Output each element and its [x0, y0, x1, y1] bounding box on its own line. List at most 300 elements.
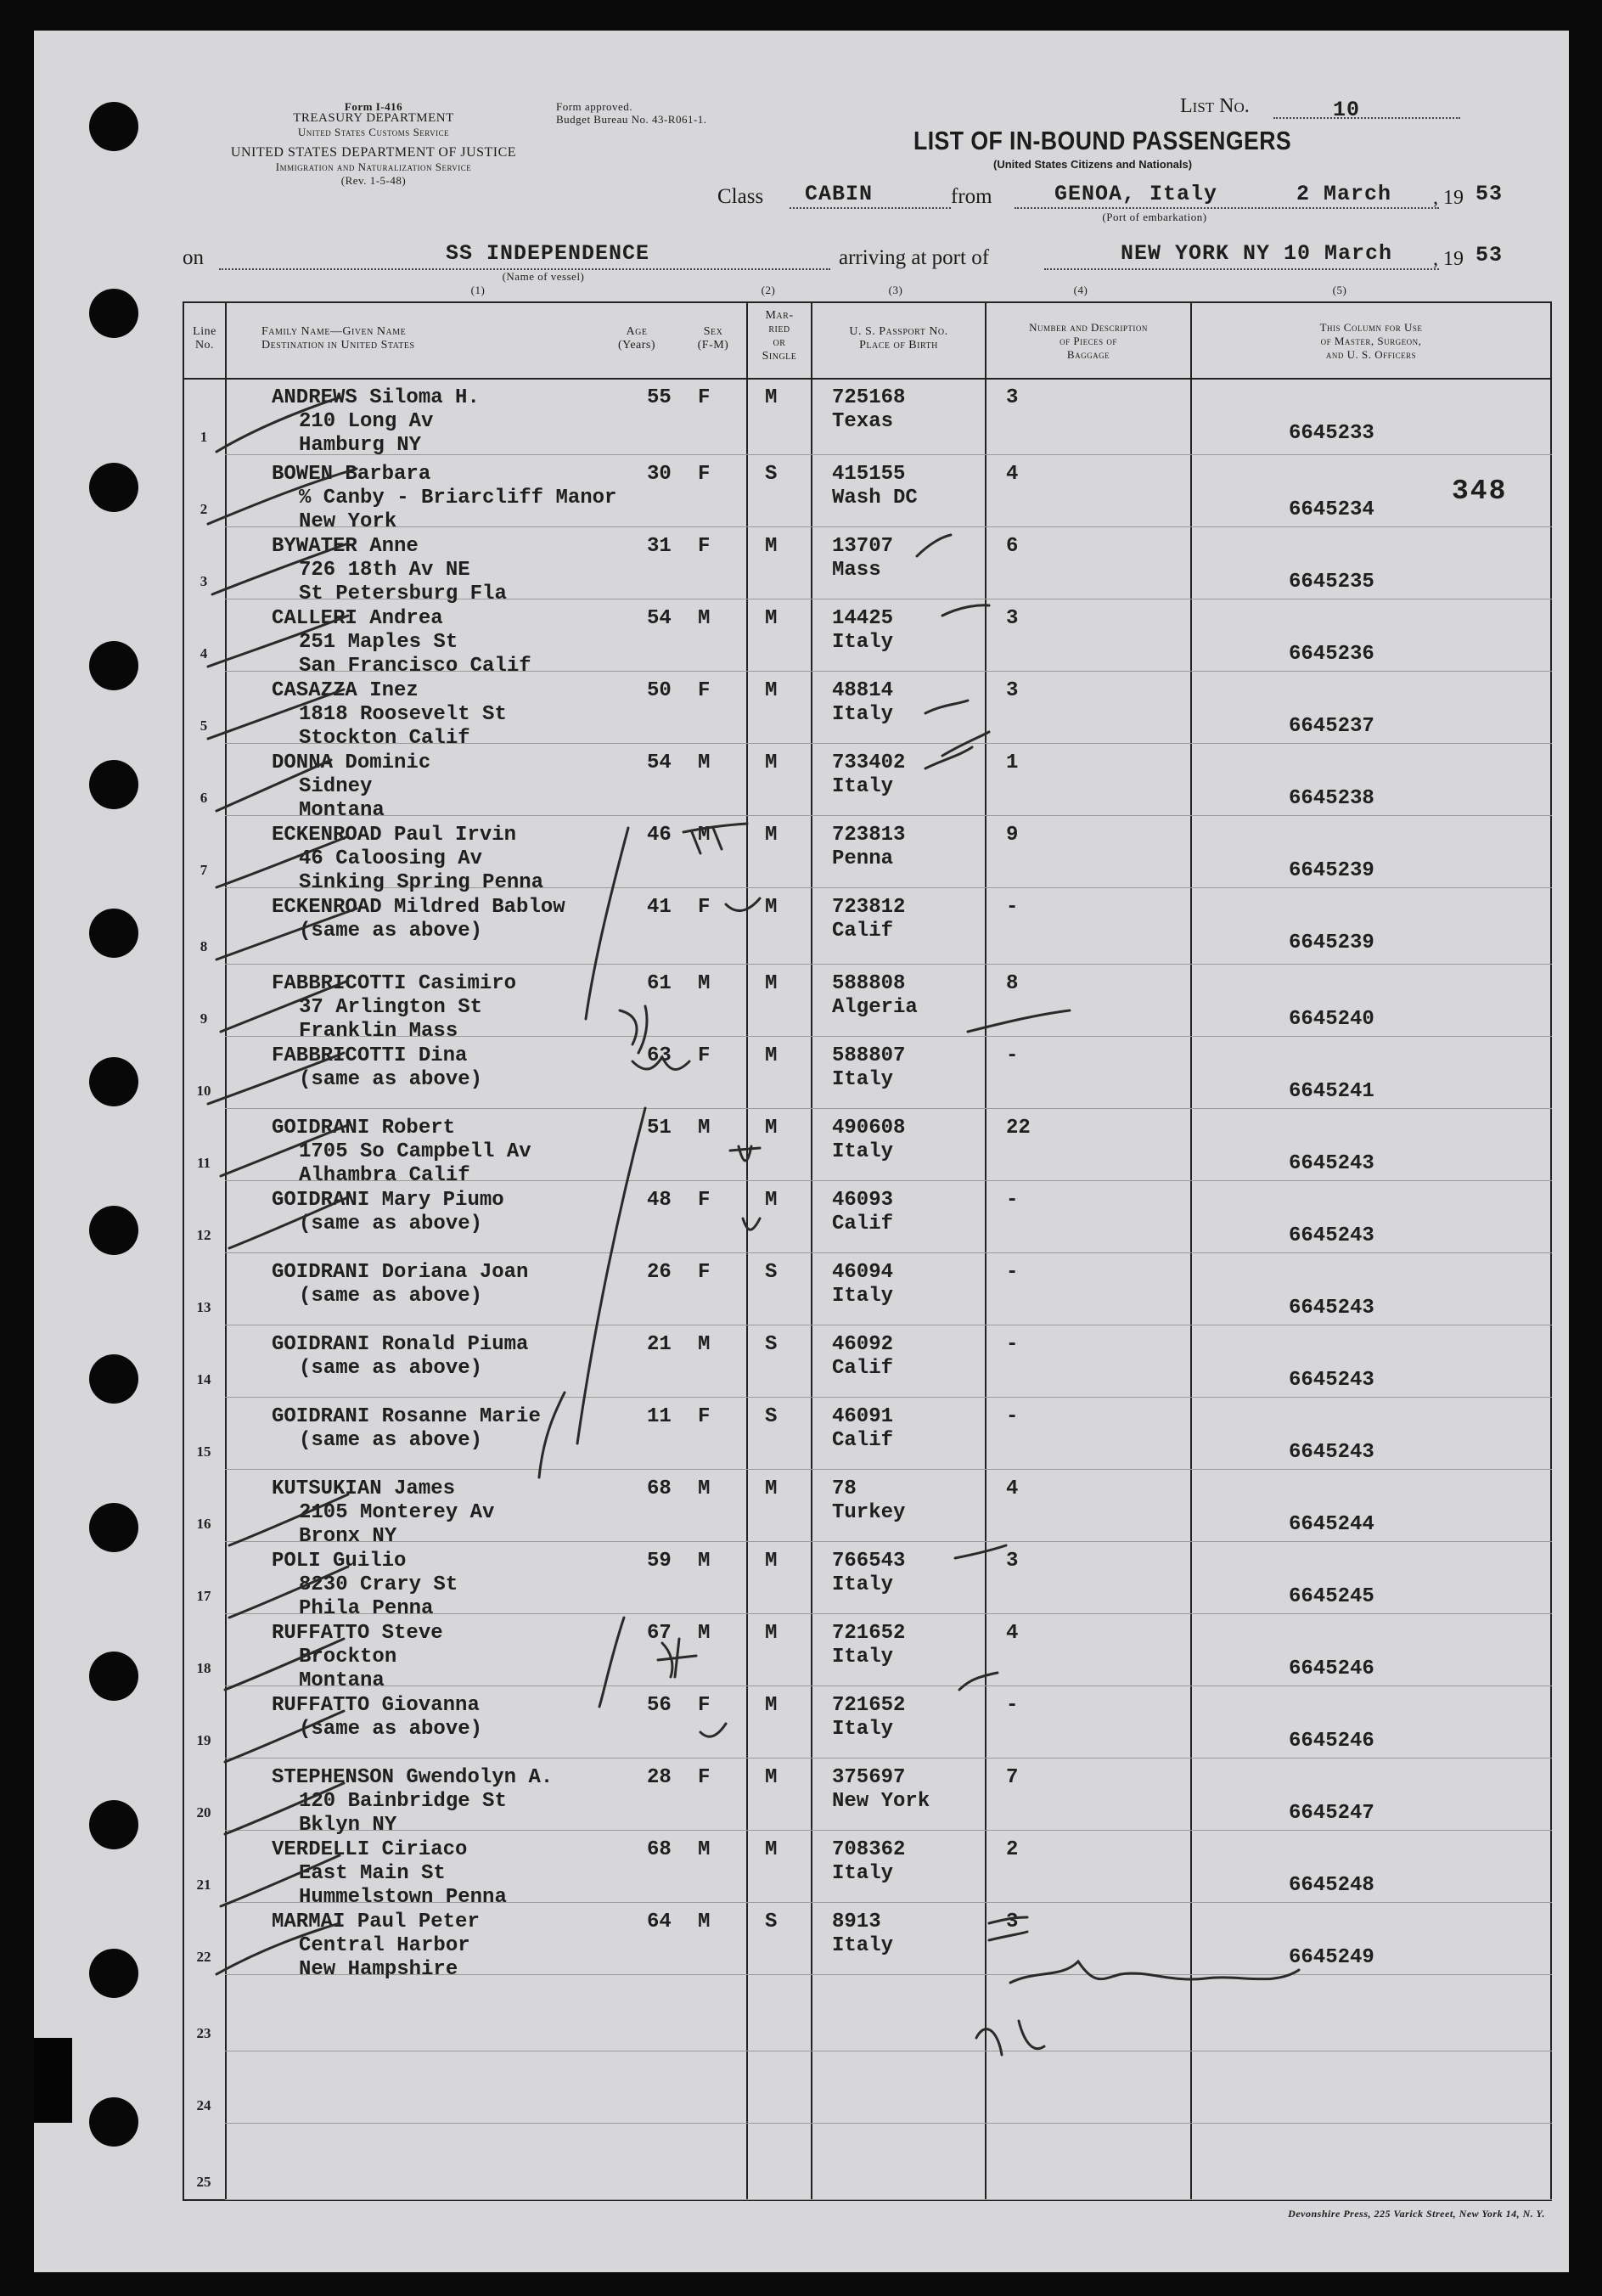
pen-mark: [658, 1639, 696, 1677]
passenger-sex: F: [698, 1694, 711, 1717]
check-mark: [216, 760, 331, 811]
birth-place: Italy: [832, 1934, 894, 1957]
marital-status: M: [765, 1550, 778, 1573]
passenger-name: RUFFATTO Steve: [272, 1622, 443, 1645]
line-number: 15: [196, 1443, 211, 1460]
officer-number: 6645244: [1289, 1513, 1374, 1536]
pen-stroke: [959, 1673, 998, 1690]
passport-number: 46093: [832, 1189, 894, 1212]
baggage-count: 1: [1006, 751, 1019, 774]
baggage-count: -: [1006, 1261, 1019, 1284]
officer-number: 6645246: [1289, 1730, 1374, 1753]
header-name-1: Family Name—Given Name: [261, 325, 407, 338]
destination-street: 120 Bainbridge St: [299, 1790, 507, 1813]
destination-street: (same as above): [299, 1718, 483, 1741]
arrival-year: 53: [1476, 243, 1504, 267]
line-number: 3: [200, 573, 208, 589]
passenger-age: 28: [647, 1766, 672, 1789]
destination-city: New York: [299, 510, 397, 533]
marital-status: M: [765, 824, 778, 847]
destination-street: 1818 Roosevelt St: [299, 703, 507, 726]
marital-status: M: [765, 1477, 778, 1500]
check-mark: [208, 1053, 344, 1104]
pen-mark: [743, 1218, 760, 1230]
header-age-2: (Years): [617, 339, 656, 352]
destination-city: Bklyn NY: [299, 1814, 397, 1837]
line-number: 4: [200, 645, 208, 661]
destination-street: 726 18th Av NE: [299, 559, 470, 582]
passenger-name: BYWATER Anne: [272, 535, 419, 558]
baggage-count: 3: [1006, 679, 1019, 702]
destination-street: 46 Caloosing Av: [299, 847, 483, 870]
check-mark: [229, 1494, 348, 1545]
passenger-name: ANDREWS Siloma H.: [272, 386, 480, 409]
baggage-count: 6: [1006, 535, 1019, 558]
check-mark: [208, 689, 344, 739]
destination-street: East Main St: [299, 1862, 446, 1885]
col-number-2: (2): [761, 284, 776, 296]
birth-place: Texas: [832, 410, 894, 433]
header-married-3: or: [773, 336, 786, 349]
printer-credit: Devonshire Press, 225 Varick Street, New York 14, N. Y.: [1288, 2208, 1545, 2220]
vessel-label: (Name of vessel): [502, 270, 585, 283]
baggage-count: 3: [1006, 386, 1019, 409]
pen-stroke: [917, 535, 951, 556]
list-no-label: List No.: [1180, 95, 1250, 117]
passenger-name: GOIDRANI Doriana Joan: [272, 1261, 529, 1284]
baggage-count: 3: [1006, 607, 1019, 630]
passenger-sex: F: [698, 1405, 711, 1428]
passenger-sex: M: [698, 1550, 711, 1573]
list-no-value: 10: [1333, 98, 1361, 122]
officer-number: 6645243: [1289, 1369, 1374, 1392]
marital-status: M: [765, 751, 778, 774]
officer-number: 6645240: [1289, 1008, 1374, 1031]
destination-street: 210 Long Av: [299, 410, 434, 433]
destination-street: (same as above): [299, 1213, 483, 1235]
baggage-count: 8: [1006, 972, 1019, 995]
birth-place: Italy: [832, 1718, 894, 1741]
col-number-5: (5): [1332, 284, 1347, 296]
passenger-name: CASAZZA Inez: [272, 679, 419, 702]
pen-stroke: [599, 1618, 624, 1707]
marital-status: M: [765, 535, 778, 558]
birth-place: Calif: [832, 920, 894, 943]
passenger-sex: F: [698, 1766, 711, 1789]
line-number: 17: [196, 1588, 211, 1604]
passenger-sex: M: [698, 1333, 711, 1356]
passport-number: 415155: [832, 463, 906, 486]
pen-stroke: [925, 701, 968, 713]
officer-number: 6645243: [1289, 1297, 1374, 1320]
destination-street: % Canby - Briarcliff Manor: [299, 487, 617, 509]
check-mark: [225, 1783, 344, 1834]
officer-number: 6645237: [1289, 715, 1374, 738]
passenger-age: 31: [647, 535, 672, 558]
passenger-age: 21: [647, 1333, 672, 1356]
baggage-count: 22: [1006, 1117, 1031, 1140]
birth-place: Mass: [832, 559, 881, 582]
pen-mark: [700, 1724, 726, 1736]
check-mark: [221, 1855, 340, 1906]
check-mark: [208, 469, 357, 524]
passenger-sex: F: [698, 896, 711, 919]
destination-street: 251 Maples St: [299, 631, 458, 654]
passenger-name: RUFFATTO Giovanna: [272, 1694, 480, 1717]
passenger-sex: M: [698, 751, 711, 774]
line-number: 21: [196, 1877, 211, 1893]
passport-number: 723812: [832, 896, 906, 919]
passenger-sex: M: [698, 607, 711, 630]
check-mark: [216, 836, 348, 887]
marital-status: M: [765, 679, 778, 702]
pen-stroke: [942, 605, 989, 616]
pen-stroke: [989, 1917, 1027, 1923]
marital-status: M: [765, 1766, 778, 1789]
pen-stroke: [539, 1393, 565, 1477]
passenger-age: 63: [647, 1044, 672, 1067]
destination-street: Central Harbor: [299, 1934, 470, 1957]
destination-city: Franklin Mass: [299, 1020, 458, 1043]
passenger-age: 51: [647, 1117, 672, 1140]
birth-place: Italy: [832, 1068, 894, 1091]
marital-status: S: [765, 463, 778, 486]
on-label: on: [183, 246, 204, 269]
pen-stroke: [955, 1545, 1006, 1558]
line-number: 8: [200, 938, 208, 954]
approved-label: Form approved.: [556, 100, 633, 113]
passport-number: 721652: [832, 1622, 906, 1645]
marital-status: S: [765, 1333, 778, 1356]
header-sex-1: Sex: [703, 325, 723, 338]
officer-number: 6645247: [1289, 1802, 1374, 1825]
header-passport-2: Place of Birth: [859, 339, 938, 352]
baggage-count: 4: [1006, 1622, 1019, 1645]
passenger-age: 61: [647, 972, 672, 995]
officer-number: 6645243: [1289, 1441, 1374, 1464]
pen-stroke: [577, 1108, 645, 1443]
birth-place: Calif: [832, 1429, 894, 1452]
header-married-4: Single: [762, 350, 797, 363]
pen-mark: [683, 824, 747, 853]
destination-street: (same as above): [299, 1357, 483, 1380]
destination-city: Sinking Spring Penna: [299, 871, 544, 894]
destination-street: (same as above): [299, 1285, 483, 1308]
officer-number: 6645245: [1289, 1585, 1374, 1608]
port-embark-label: (Port of embarkation): [1102, 211, 1207, 223]
pen-mark: [726, 898, 760, 911]
check-mark: [208, 616, 348, 667]
birth-place: Turkey: [832, 1501, 906, 1524]
line-number: 24: [196, 2097, 211, 2113]
header-married-2: ried: [768, 323, 790, 335]
passenger-age: 30: [647, 463, 672, 486]
header-officers-3: and U. S. Officers: [1325, 348, 1417, 361]
destination-street: Sidney: [299, 775, 373, 798]
officer-number: 6645241: [1289, 1080, 1374, 1103]
passport-number: 490608: [832, 1117, 906, 1140]
line-number: 25: [196, 2174, 211, 2190]
check-mark: [216, 909, 357, 959]
birth-place: Italy: [832, 775, 894, 798]
departure-year: 53: [1476, 182, 1504, 206]
birth-place: Italy: [832, 1573, 894, 1596]
officer-number: 6645243: [1289, 1152, 1374, 1175]
destination-city: St Petersburg Fla: [299, 582, 507, 605]
header-baggage-2: of Pieces of: [1060, 335, 1117, 347]
passenger-sex: M: [698, 972, 711, 995]
passenger-age: 48: [647, 1189, 672, 1212]
passport-number: 78: [832, 1477, 857, 1500]
baggage-count: -: [1006, 896, 1019, 919]
arrival-year-prefix: , 19: [1433, 248, 1464, 270]
passenger-name: POLI Guilio: [272, 1550, 407, 1573]
line-number: 13: [196, 1299, 211, 1315]
passport-number: 588807: [832, 1044, 906, 1067]
passenger-name: FABBRICOTTI Dina: [272, 1044, 468, 1067]
officer-number: 6645239: [1289, 931, 1374, 954]
header-officers-2: of Master, Surgeon,: [1320, 335, 1422, 347]
passenger-name: BOWEN Barbara: [272, 463, 431, 486]
line-number: 11: [196, 1155, 211, 1171]
marital-status: M: [765, 1622, 778, 1645]
line-number: 14: [196, 1371, 211, 1387]
marital-status: M: [765, 1694, 778, 1717]
officer-number: 6645239: [1289, 859, 1374, 882]
budget-label: Budget Bureau No. 43-R061-1.: [556, 113, 707, 126]
birth-place: Italy: [832, 1140, 894, 1163]
passenger-sex: F: [698, 679, 711, 702]
passenger-age: 67: [647, 1622, 672, 1645]
birth-place: Penna: [832, 847, 894, 870]
passenger-age: 41: [647, 896, 672, 919]
passport-number: 48814: [832, 679, 894, 702]
passenger-name: CALLERI Andrea: [272, 607, 443, 630]
check-mark: [221, 981, 348, 1032]
passport-number: 723813: [832, 824, 906, 847]
pen-mark: [730, 1146, 760, 1161]
baggage-count: 2: [1006, 1838, 1019, 1861]
passenger-sex: F: [698, 1044, 711, 1067]
passenger-sex: M: [698, 1477, 711, 1500]
destination-street: Brockton: [299, 1646, 397, 1669]
passport-number: 733402: [832, 751, 906, 774]
destination-street: 1705 So Campbell Av: [299, 1140, 531, 1163]
header-age-1: Age: [626, 325, 648, 338]
passenger-name: GOIDRANI Ronald Piuma: [272, 1333, 529, 1356]
officer-number: 6645246: [1289, 1657, 1374, 1680]
officer-number: 6645249: [1289, 1946, 1374, 1969]
marital-status: M: [765, 1838, 778, 1861]
form-subtitle: (United States Citizens and Nationals): [993, 158, 1193, 171]
passport-number: 708362: [832, 1838, 906, 1861]
destination-city: Montana: [299, 1669, 385, 1692]
destination-street: (same as above): [299, 1068, 483, 1091]
check-mark: [216, 397, 340, 452]
line-number: 19: [196, 1732, 211, 1748]
baggage-count: 3: [1006, 1911, 1019, 1933]
line-number: 9: [200, 1010, 208, 1027]
from-value: GENOA, Italy: [1054, 182, 1218, 206]
destination-street: 8230 Crary St: [299, 1573, 458, 1596]
marital-status: S: [765, 1405, 778, 1428]
line-number: 20: [196, 1804, 211, 1820]
check-mark: [229, 1567, 348, 1618]
passport-number: 725168: [832, 386, 906, 409]
line-number: 5: [200, 718, 208, 734]
customs-label: United States Customs Service: [297, 126, 450, 138]
treasury-label: TREASURY DEPARTMENT: [293, 111, 454, 125]
form-number: Form I-416: [344, 100, 403, 113]
destination-city: Hamburg NY: [299, 434, 422, 457]
passenger-age: 26: [647, 1261, 672, 1284]
passenger-name: STEPHENSON Gwendolyn A.: [272, 1766, 554, 1789]
passenger-name: GOIDRANI Robert: [272, 1117, 456, 1140]
check-mark: [221, 1125, 348, 1176]
header-sex-2: (F-M): [697, 339, 729, 352]
line-no-header: Line No.: [193, 325, 216, 352]
officer-number: 6645236: [1289, 643, 1374, 666]
birth-place: Italy: [832, 631, 894, 654]
passport-number: 8913: [832, 1911, 881, 1933]
marital-status: S: [765, 1261, 778, 1284]
passenger-name: KUTSUKIAN James: [272, 1477, 456, 1500]
line-number: 1: [200, 429, 208, 445]
birth-place: Calif: [832, 1357, 894, 1380]
header-passport-1: U. S. Passport No.: [849, 325, 948, 338]
destination-street: 2105 Monterey Av: [299, 1501, 495, 1524]
passenger-age: 68: [647, 1838, 672, 1861]
marital-status: M: [765, 972, 778, 995]
passenger-age: 54: [647, 607, 672, 630]
birth-place: Italy: [832, 1646, 894, 1669]
baggage-count: -: [1006, 1189, 1019, 1212]
line-number: 18: [196, 1660, 211, 1676]
passenger-age: 54: [647, 751, 672, 774]
birth-place: Wash DC: [832, 487, 918, 509]
from-label: from: [951, 185, 992, 208]
baggage-count: 4: [1006, 1477, 1019, 1500]
passenger-sex: M: [698, 1117, 711, 1140]
passport-number: 46091: [832, 1405, 894, 1428]
destination-city: Alhambra Calif: [299, 1164, 470, 1187]
check-mark: [216, 1923, 340, 1974]
birth-place: Calif: [832, 1213, 894, 1235]
baggage-count: -: [1006, 1044, 1019, 1067]
baggage-count: 4: [1006, 463, 1019, 486]
passport-number: 13707: [832, 535, 894, 558]
ins-label: Immigration and Naturalization Service: [275, 160, 472, 173]
baggage-count: -: [1006, 1405, 1019, 1428]
col-number-4: (4): [1073, 284, 1088, 296]
destination-city: Stockton Calif: [299, 727, 470, 750]
passenger-age: 11: [647, 1405, 672, 1428]
line-number: 6: [200, 790, 208, 806]
departure-date: 2 March: [1296, 182, 1392, 206]
birth-place: Italy: [832, 1862, 894, 1885]
marital-status: M: [765, 896, 778, 919]
passport-number: 375697: [832, 1766, 906, 1789]
destination-street: 37 Arlington St: [299, 996, 483, 1019]
class-value: CABIN: [805, 182, 874, 206]
passenger-age: 55: [647, 386, 672, 409]
destination-city: New Hampshire: [299, 1958, 458, 1981]
passenger-sex: F: [698, 1189, 711, 1212]
passenger-sex: F: [698, 1261, 711, 1284]
destination-city: Hummelstown Penna: [299, 1886, 507, 1909]
baggage-count: 3: [1006, 1550, 1019, 1573]
header-name-2: Destination in United States: [261, 339, 415, 352]
baggage-count: -: [1006, 1694, 1019, 1717]
vessel-name: SS INDEPENDENCE: [446, 241, 650, 266]
line-number: 12: [196, 1227, 211, 1243]
pen-stroke: [925, 747, 972, 768]
marital-status: M: [765, 1189, 778, 1212]
passenger-name: MARMAI Paul Peter: [272, 1911, 480, 1933]
passenger-name: GOIDRANI Rosanne Marie: [272, 1405, 541, 1428]
side-number: 348: [1452, 476, 1508, 507]
check-mark: [212, 543, 348, 594]
header-baggage-3: Baggage: [1066, 348, 1110, 361]
destination-city: Bronx NY: [299, 1525, 397, 1548]
passenger-age: 56: [647, 1694, 672, 1717]
passport-number: 46092: [832, 1333, 894, 1356]
check-mark: [229, 1197, 348, 1248]
line-number: 22: [196, 1949, 211, 1965]
passenger-sex: M: [698, 824, 711, 847]
birth-place: New York: [832, 1790, 930, 1813]
arrival-value: NEW YORK NY 10 March: [1121, 241, 1393, 266]
passenger-age: 59: [647, 1550, 672, 1573]
year-prefix: , 19: [1433, 187, 1464, 209]
col-number-1: (1): [470, 284, 486, 296]
passport-number: 588808: [832, 972, 906, 995]
passport-number: 46094: [832, 1261, 894, 1284]
destination-street: (same as above): [299, 1429, 483, 1452]
col-number-3: (3): [888, 284, 903, 296]
destination-street: (same as above): [299, 920, 483, 943]
passenger-sex: M: [698, 1622, 711, 1645]
passenger-sex: F: [698, 535, 711, 558]
pen-mark: [620, 1006, 647, 1053]
passenger-name: ECKENROAD Paul Irvin: [272, 824, 517, 847]
baggage-count: 9: [1006, 824, 1019, 847]
marital-status: M: [765, 1117, 778, 1140]
passenger-name: GOIDRANI Mary Piumo: [272, 1189, 504, 1212]
check-mark: [225, 1639, 344, 1690]
arriving-label: arriving at port of: [839, 246, 990, 269]
header-married-1: Mar-: [765, 309, 794, 322]
class-label: Class: [717, 185, 764, 208]
passenger-name: DONNA Dominic: [272, 751, 431, 774]
line-number: 10: [196, 1083, 211, 1099]
pen-stroke: [968, 1010, 1070, 1032]
marital-status: S: [765, 1911, 778, 1933]
form-title: LIST OF IN-BOUND PASSENGERS: [913, 126, 1292, 155]
line-number: 7: [200, 862, 208, 878]
birth-place: Algeria: [832, 996, 918, 1019]
marital-status: M: [765, 386, 778, 409]
birth-place: Italy: [832, 703, 894, 726]
passenger-age: 64: [647, 1911, 672, 1933]
check-mark: [225, 1711, 344, 1762]
officer-number: 6645243: [1289, 1224, 1374, 1247]
destination-city: Montana: [299, 799, 385, 822]
passport-number: 721652: [832, 1694, 906, 1717]
signature: [976, 1961, 1299, 2055]
passenger-sex: M: [698, 1838, 711, 1861]
pen-mark: [632, 1057, 689, 1070]
